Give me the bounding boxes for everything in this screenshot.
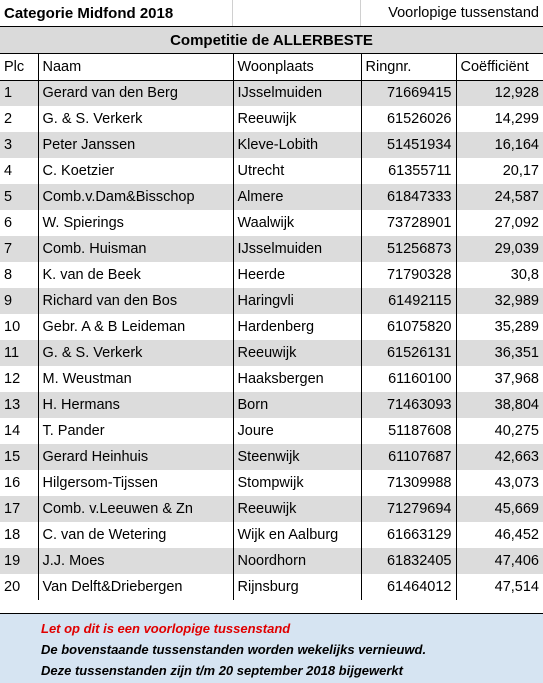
- cell-coefficient: 36,351: [456, 340, 543, 366]
- cell-ringnr: 61075820: [361, 314, 456, 340]
- cell-naam: G. & S. Verkerk: [38, 340, 233, 366]
- cell-plc: 5: [0, 184, 38, 210]
- cell-woonplaats: Reeuwijk: [233, 340, 361, 366]
- cell-ringnr: 51451934: [361, 132, 456, 158]
- table-row: [0, 522, 543, 548]
- cell-naam: Richard van den Bos: [38, 288, 233, 314]
- cell-naam: Hilgersom-Tijssen: [38, 470, 233, 496]
- cell-coefficient: 32,989: [456, 288, 543, 314]
- cell-ringnr: 61492115: [361, 288, 456, 314]
- cell-plc: 20: [0, 574, 38, 600]
- cell-plc: 9: [0, 288, 38, 314]
- cell-woonplaats: IJsselmuiden: [233, 80, 361, 106]
- cell-ringnr: 61832405: [361, 548, 456, 574]
- col-header-coefficient: Coëfficiënt: [456, 54, 543, 80]
- cell-woonplaats: Stompwijk: [233, 470, 361, 496]
- cell-plc: 7: [0, 236, 38, 262]
- table-row: [0, 470, 543, 496]
- cell-naam: H. Hermans: [38, 392, 233, 418]
- table-row: [0, 496, 543, 522]
- cell-ringnr: 71790328: [361, 262, 456, 288]
- cell-plc: 4: [0, 158, 38, 184]
- cell-coefficient: 16,164: [456, 132, 543, 158]
- cell-plc: 13: [0, 392, 38, 418]
- sheet-header: [0, 0, 543, 27]
- cell-coefficient: 40,275: [456, 418, 543, 444]
- table-row: [0, 132, 543, 158]
- status-label: Voorlopige tussenstand: [388, 5, 539, 21]
- table-row: [0, 340, 543, 366]
- cell-coefficient: 20,17: [456, 158, 543, 184]
- cell-woonplaats: IJsselmuiden: [233, 236, 361, 262]
- table-row: [0, 574, 543, 600]
- standings-table: [0, 54, 543, 600]
- cell-plc: 19: [0, 548, 38, 574]
- cell-woonplaats: Haringvli: [233, 288, 361, 314]
- cell-naam: Comb. v.Leeuwen & Zn: [38, 496, 233, 522]
- cell-woonplaats: Joure: [233, 418, 361, 444]
- cell-naam: T. Pander: [38, 418, 233, 444]
- table-body: [0, 80, 543, 600]
- cell-woonplaats: Kleve-Lobith: [233, 132, 361, 158]
- cell-coefficient: 35,289: [456, 314, 543, 340]
- cell-naam: G. & S. Verkerk: [38, 106, 233, 132]
- cell-ringnr: 71309988: [361, 470, 456, 496]
- cell-plc: 3: [0, 132, 38, 158]
- cell-woonplaats: Reeuwijk: [233, 496, 361, 522]
- cell-woonplaats: Noordhorn: [233, 548, 361, 574]
- cell-plc: 15: [0, 444, 38, 470]
- cell-coefficient: 27,092: [456, 210, 543, 236]
- cell-plc: 6: [0, 210, 38, 236]
- col-header-ringnr: Ringnr.: [361, 54, 456, 80]
- table-row: [0, 288, 543, 314]
- cell-plc: 10: [0, 314, 38, 340]
- update-note: De bovenstaande tussenstanden worden wekelijks vernieuwd.: [41, 642, 427, 657]
- cell-naam: Peter Janssen: [38, 132, 233, 158]
- table-row: [0, 314, 543, 340]
- cell-ringnr: 61526131: [361, 340, 456, 366]
- notes-panel: [0, 613, 543, 683]
- cell-coefficient: 43,073: [456, 470, 543, 496]
- table-row: [0, 444, 543, 470]
- table-row: [0, 548, 543, 574]
- cell-plc: 18: [0, 522, 38, 548]
- cell-ringnr: 51187608: [361, 418, 456, 444]
- cell-ringnr: 61107687: [361, 444, 456, 470]
- cell-woonplaats: Steenwijk: [233, 444, 361, 470]
- cell-woonplaats: Wijk en Aalburg: [233, 522, 361, 548]
- cell-coefficient: 38,804: [456, 392, 543, 418]
- cell-plc: 14: [0, 418, 38, 444]
- cell-naam: Gerard Heinhuis: [38, 444, 233, 470]
- cell-coefficient: 12,928: [456, 80, 543, 106]
- cell-woonplaats: Born: [233, 392, 361, 418]
- cell-plc: 12: [0, 366, 38, 392]
- table-row: [0, 80, 543, 106]
- col-header-naam: Naam: [38, 54, 233, 80]
- cell-naam: Van Delft&Driebergen: [38, 574, 233, 600]
- cell-ringnr: 61160100: [361, 366, 456, 392]
- cell-ringnr: 61464012: [361, 574, 456, 600]
- cell-naam: Gebr. A & B Leideman: [38, 314, 233, 340]
- table-row: [0, 184, 543, 210]
- table-row: [0, 418, 543, 444]
- cell-plc: 11: [0, 340, 38, 366]
- cell-woonplaats: Heerde: [233, 262, 361, 288]
- cell-woonplaats: Rijnsburg: [233, 574, 361, 600]
- table-row: [0, 366, 543, 392]
- cell-coefficient: 24,587: [456, 184, 543, 210]
- sheet-title: Categorie Midfond 2018: [0, 0, 233, 26]
- cell-woonplaats: Reeuwijk: [233, 106, 361, 132]
- col-header-plc: Plc: [0, 54, 38, 80]
- cell-naam: K. van de Beek: [38, 262, 233, 288]
- cell-naam: Comb.v.Dam&Bisschop: [38, 184, 233, 210]
- cell-coefficient: 30,8: [456, 262, 543, 288]
- cell-naam: Comb. Huisman: [38, 236, 233, 262]
- spacer: [0, 600, 543, 613]
- cell-coefficient: 29,039: [456, 236, 543, 262]
- header-empty-cell: [233, 0, 361, 26]
- cell-coefficient: 45,669: [456, 496, 543, 522]
- table-header-row: [0, 54, 543, 80]
- cell-plc: 17: [0, 496, 38, 522]
- cell-coefficient: 42,663: [456, 444, 543, 470]
- cell-naam: W. Spierings: [38, 210, 233, 236]
- cell-woonplaats: Utrecht: [233, 158, 361, 184]
- cell-plc: 8: [0, 262, 38, 288]
- cell-woonplaats: Waalwijk: [233, 210, 361, 236]
- cell-naam: Gerard van den Berg: [38, 80, 233, 106]
- cell-coefficient: 47,406: [456, 548, 543, 574]
- table-row: [0, 210, 543, 236]
- table-row: [0, 106, 543, 132]
- warning-note: Let op dit is een voorlopige tussenstand: [41, 621, 291, 636]
- cell-ringnr: 51256873: [361, 236, 456, 262]
- cell-ringnr: 61355711: [361, 158, 456, 184]
- table-row: [0, 262, 543, 288]
- table-row: [0, 158, 543, 184]
- cell-coefficient: 14,299: [456, 106, 543, 132]
- competition-banner: Competitie de ALLERBESTE: [0, 27, 543, 54]
- cell-naam: C. van de Wetering: [38, 522, 233, 548]
- cell-ringnr: 61526026: [361, 106, 456, 132]
- cell-coefficient: 46,452: [456, 522, 543, 548]
- cell-plc: 16: [0, 470, 38, 496]
- cell-woonplaats: Hardenberg: [233, 314, 361, 340]
- cell-coefficient: 47,514: [456, 574, 543, 600]
- cell-ringnr: 71279694: [361, 496, 456, 522]
- table-row: [0, 236, 543, 262]
- cell-ringnr: 73728901: [361, 210, 456, 236]
- cell-ringnr: 71669415: [361, 80, 456, 106]
- cell-plc: 2: [0, 106, 38, 132]
- cell-woonplaats: Almere: [233, 184, 361, 210]
- date-note: Deze tussenstanden zijn t/m 20 september 2018 bijgewerkt: [41, 663, 403, 678]
- cell-naam: M. Weustman: [38, 366, 233, 392]
- cell-woonplaats: Haaksbergen: [233, 366, 361, 392]
- col-header-woonplaats: Woonplaats: [233, 54, 361, 80]
- cell-coefficient: 37,968: [456, 366, 543, 392]
- cell-naam: C. Koetzier: [38, 158, 233, 184]
- table-row: [0, 392, 543, 418]
- cell-plc: 1: [0, 80, 38, 106]
- cell-ringnr: 61663129: [361, 522, 456, 548]
- cell-naam: J.J. Moes: [38, 548, 233, 574]
- cell-ringnr: 71463093: [361, 392, 456, 418]
- cell-ringnr: 61847333: [361, 184, 456, 210]
